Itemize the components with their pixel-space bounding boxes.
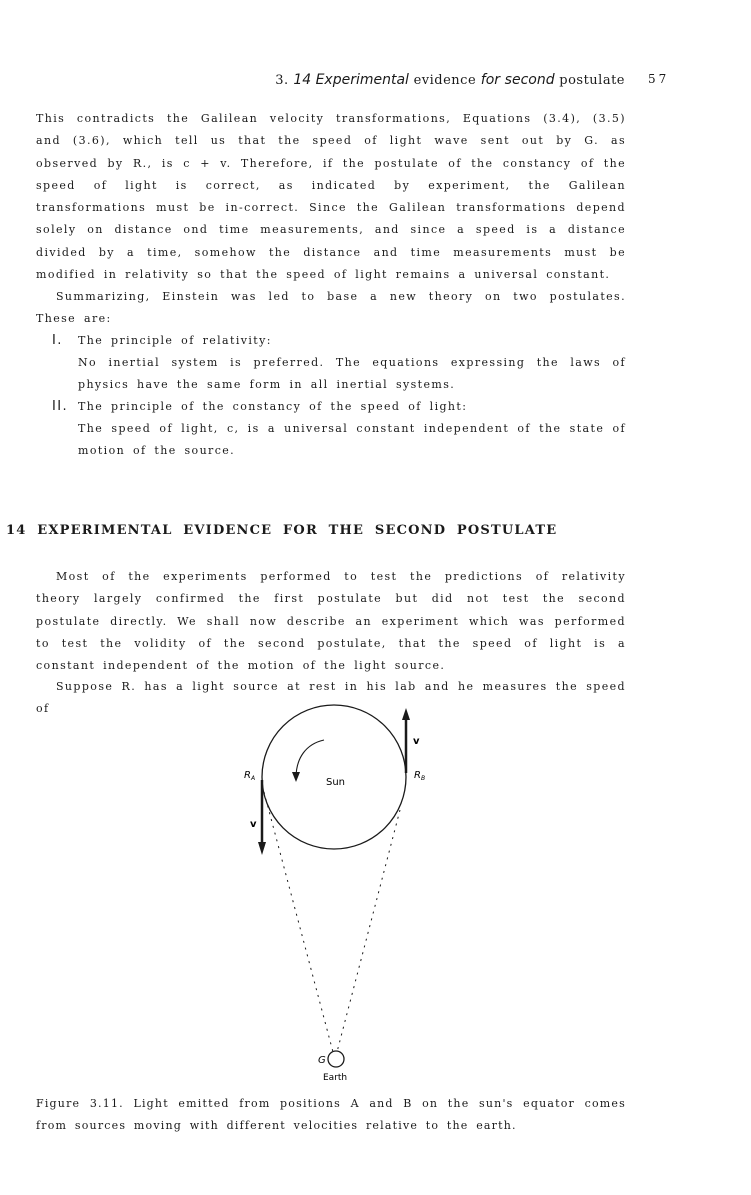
paragraph-summarizing: Summarizing, Einstein was led to base a new theory on two postulates. These are: [36,290,626,326]
light-path-a [264,792,333,1052]
velocity-label-right: v [413,736,420,747]
postulate-item-1 [52,330,626,396]
rb-label [414,770,425,782]
postulate-item-2 [52,396,626,462]
ra-label-letter: R [244,770,251,781]
earth-label: Earth [323,1073,348,1083]
paragraph-suppose: Suppose R. has a light source at rest in his lab and he measures the speed of [36,680,626,716]
figure-sun-earth [0,700,751,1090]
rotation-arrow-head [292,772,300,782]
paragraph-experiments: Most of the experiments performed to test the predictions of relativity theory largely confirmed the first postulate but did not test the second postulate directly. We shall now describe an experiment which was performed to test the volidity of the second postulate, that the speed of light is a constant independent of the motion of the light source. [36,570,626,673]
header-section-number: 3. [275,73,289,88]
header-section-name: 14 Experimental [293,72,409,88]
postulate-text: The speed of light, c, is a universal constant independent of the state of motion of the source. [78,422,626,457]
velocity-arrow-right-head [402,708,410,720]
rotation-arrow [296,740,324,778]
header-word-for: for [480,72,501,88]
running-header [0,72,751,92]
postulate-label: II. [52,399,69,414]
postulate-list [52,330,626,462]
rb-label-sub: B [420,775,426,782]
page-number: 57 [648,72,670,86]
postulate-label: I. [52,333,63,348]
section-heading: 14 EXPERIMENTAL EVIDENCE FOR THE SECOND POSTULATE [6,523,558,538]
earth-circle [328,1051,344,1067]
g-label: G [318,1055,326,1066]
light-path-b [337,810,400,1052]
velocity-arrow-left-head [258,842,266,855]
sun-label: Sun [326,777,346,788]
ra-label-sub: A [250,775,256,782]
paragraph-galilean-contradiction: This contradicts the Galilean velocity transformations, Equations (3.4), (3.5) and (3.6), which tell us that the speed of light wave sent out by G. as observed by R., is c + v. Therefore, if the postulate of the constancy of the speed of light is correct, as indicated by experiment, the Galilean transformations must be in-correct. Since the Galilean transformations depend solely on distance ond time measurements, and since a speed is a distance divided by a time, somehow the distance and time measurements must be modified in relativity so that the speed of light remains a universal constant. [36,112,626,282]
header-word-postulate: postulate [559,73,625,88]
postulate-title: The principle of the constancy of the speed of light: [78,400,468,413]
ra-label [244,770,255,782]
rb-label-letter: R [414,770,421,781]
figure-caption: Figure 3.11. Light emitted from positions A and B on the sun's equator comes from sources moving with different velocities relative to the earth. [36,1097,626,1132]
figure-diagram [0,700,751,1090]
postulate-title: The principle of relativity: [78,334,272,347]
running-header-title [275,72,625,88]
postulate-text: No inertial system is preferred. The equations expressing the laws of physics have the same form in all inertial systems. [78,356,626,391]
header-word-evidence: evidence [413,73,477,88]
velocity-label-left: v [250,819,257,830]
header-word-second: second [504,72,555,88]
